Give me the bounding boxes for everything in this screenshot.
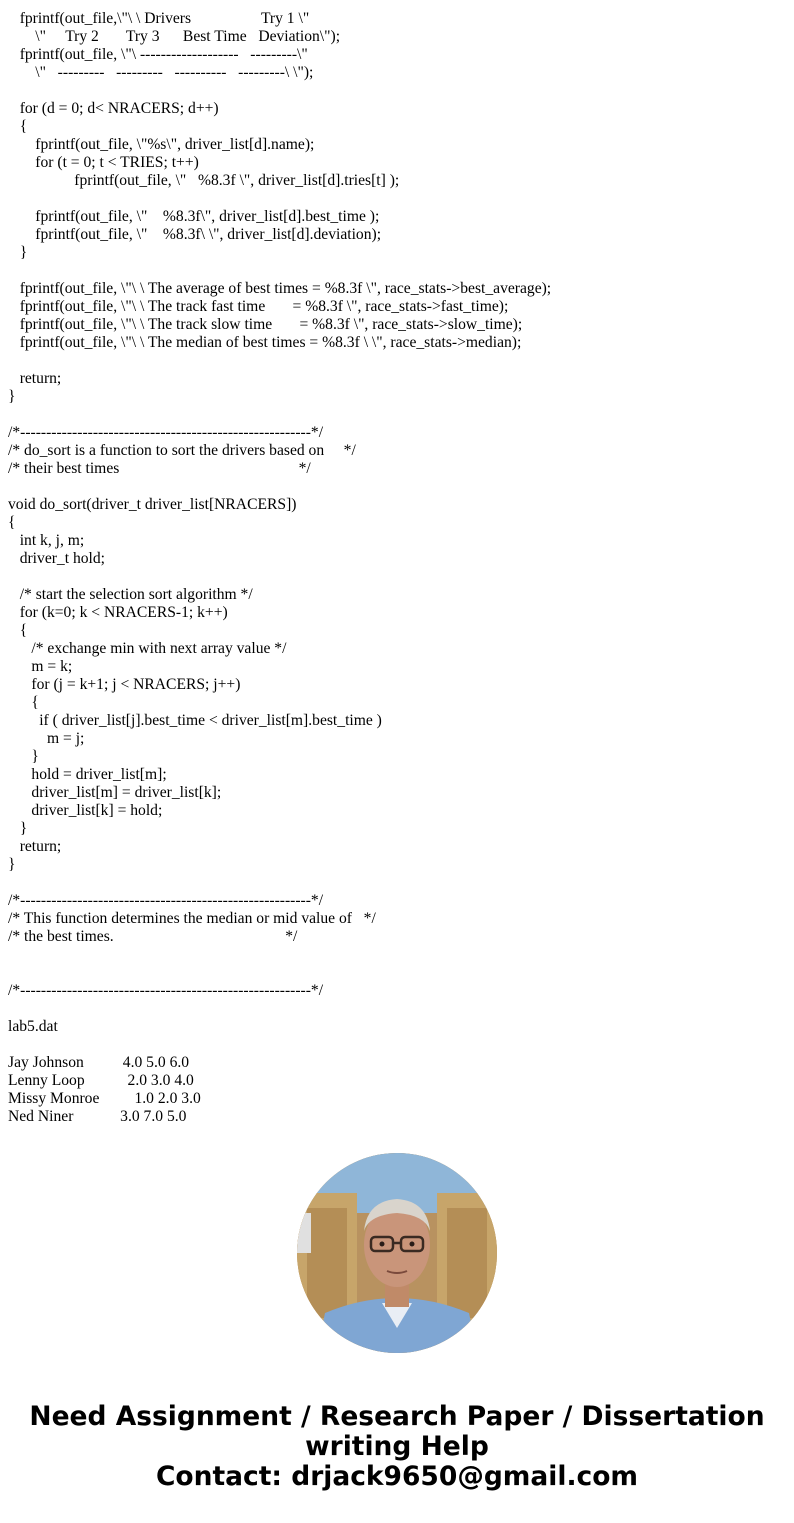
code-line: hold = driver_list[m]; — [8, 766, 167, 783]
code-line — [8, 262, 788, 280]
code-line: if ( driver_list[j].best_time < driver_list[m].best_time ) — [8, 712, 382, 729]
code-line — [8, 1000, 788, 1018]
code-line: fprintf(out_file, \" %8.3f\ \", driver_list[d].deviation); — [8, 226, 382, 243]
code-line: } — [8, 748, 39, 765]
code-line: driver_list[k] = hold; — [8, 802, 163, 819]
code-line: Missy Monroe 1.0 2.0 3.0 — [8, 1090, 201, 1107]
code-line: for (t = 0; t < TRIES; t++) — [8, 154, 199, 171]
code-line: /* start the selection sort algorithm */ — [8, 586, 253, 603]
code-line: void do_sort(driver_t driver_list[NRACERS]) — [8, 496, 297, 513]
code-line: for (j = k+1; j < NRACERS; j++) — [8, 676, 241, 693]
code-line: Ned Niner 3.0 7.0 5.0 — [8, 1108, 187, 1125]
code-line: /*--------------------------------------------------------*/ — [8, 982, 324, 999]
code-line: fprintf(out_file, \"\ \ The track slow time = %8.3f \", race_stats->slow_time); — [8, 316, 523, 333]
code-line: { — [8, 622, 28, 639]
code-line: } — [8, 820, 28, 837]
code-listing — [8, 10, 788, 1126]
code-line: lab5.dat — [8, 1018, 58, 1035]
code-line — [8, 406, 788, 424]
promo-banner — [0, 1402, 794, 1492]
code-line — [8, 964, 788, 982]
code-line: for (k=0; k < NRACERS-1; k++) — [8, 604, 228, 621]
code-line: } — [8, 388, 16, 405]
code-line: m = k; — [8, 658, 73, 675]
code-line — [8, 568, 788, 586]
code-line: /*--------------------------------------------------------*/ — [8, 424, 324, 441]
code-line: int k, j, m; — [8, 532, 85, 549]
code-line: driver_list[m] = driver_list[k]; — [8, 784, 222, 801]
code-line: fprintf(out_file,\"\ \ Drivers Try 1 \" — [8, 10, 310, 27]
code-line: fprintf(out_file, \"%s\", driver_list[d].name); — [8, 136, 315, 153]
code-line: /* exchange min with next array value */ — [8, 640, 287, 657]
code-line: Lenny Loop 2.0 3.0 4.0 — [8, 1072, 194, 1089]
author-avatar — [297, 1153, 497, 1353]
code-line: /* their best times */ — [8, 460, 311, 477]
promo-line-3: Contact: drjack9650@gmail.com — [155, 1461, 639, 1492]
code-line: fprintf(out_file, \"\ \ The track fast time = %8.3f \", race_stats->fast_time); — [8, 298, 509, 315]
promo-line-2: writing Help — [305, 1431, 489, 1462]
code-line: \" --------- --------- ---------- ---------\ \"); — [8, 64, 314, 81]
code-line: return; — [8, 838, 62, 855]
code-line: driver_t hold; — [8, 550, 106, 567]
code-line: /* the best times. */ — [8, 928, 298, 945]
code-line — [8, 874, 788, 892]
code-line — [8, 946, 788, 964]
code-line — [8, 478, 788, 496]
code-line — [8, 352, 788, 370]
promo-line-1: Need Assignment / Research Paper / Dissertation — [29, 1401, 765, 1432]
code-line — [8, 82, 788, 100]
code-line: fprintf(out_file, \" %8.3f\", driver_list[d].best_time ); — [8, 208, 380, 225]
code-line: fprintf(out_file, \"\ ------------------- ---------\" — [8, 46, 308, 63]
code-line: fprintf(out_file, \" %8.3f \", driver_list[d].tries[t] ); — [8, 172, 400, 189]
code-line: Jay Johnson 4.0 5.0 6.0 — [8, 1054, 190, 1071]
code-line: /*--------------------------------------------------------*/ — [8, 892, 324, 909]
person-photo-icon — [297, 1153, 497, 1353]
code-line — [8, 1036, 788, 1054]
code-line: for (d = 0; d< NRACERS; d++) — [8, 100, 219, 117]
code-line — [8, 190, 788, 208]
code-line: \" Try 2 Try 3 Best Time Deviation\"); — [8, 28, 341, 45]
code-line: } — [8, 856, 16, 873]
code-line: /* do_sort is a function to sort the drivers based on */ — [8, 442, 356, 459]
code-line: } — [8, 244, 28, 261]
code-line: fprintf(out_file, \"\ \ The average of best times = %8.3f \", race_stats->best_average); — [8, 280, 552, 297]
code-line: return; — [8, 370, 62, 387]
code-line: m = j; — [8, 730, 85, 747]
code-line: { — [8, 694, 39, 711]
code-line: { — [8, 514, 16, 531]
code-line: { — [8, 118, 28, 135]
code-line: fprintf(out_file, \"\ \ The median of best times = %8.3f \ \", race_stats->median); — [8, 334, 522, 351]
code-line: /* This function determines the median or mid value of */ — [8, 910, 376, 927]
